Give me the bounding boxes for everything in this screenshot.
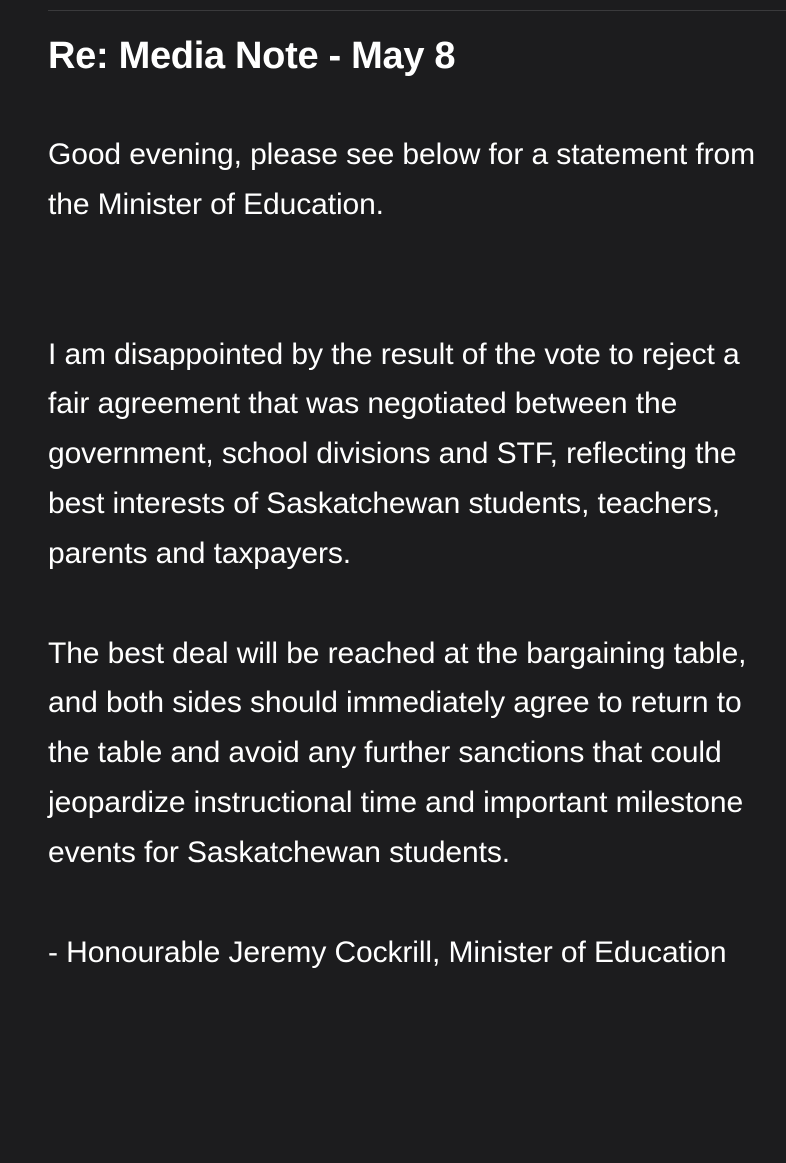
statement-paragraph-1: I am disappointed by the result of the vote to reject a fair agreement that was negotiated between the government, school divisions and STF, reflecting the best interests of Saskatchewan students, teachers, parents and taxpayers. xyxy=(48,337,740,570)
statement-paragraph-2: The best deal will be reached at the bargaining table, and both sides should immediately agree to return to the table and avoid any further sanctions that could jeopardize instructional time and important milestone events for Saskatchewan students. xyxy=(48,636,747,869)
email-greeting: Good evening, please see below for a statement from the Minister of Education. xyxy=(48,138,755,221)
email-subject: Re: Media Note - May 8 xyxy=(48,35,456,77)
email-body xyxy=(48,130,780,977)
statement-signature: - Honourable Jeremy Cockrill, Minister of Education xyxy=(48,935,727,969)
header-divider xyxy=(48,10,786,11)
